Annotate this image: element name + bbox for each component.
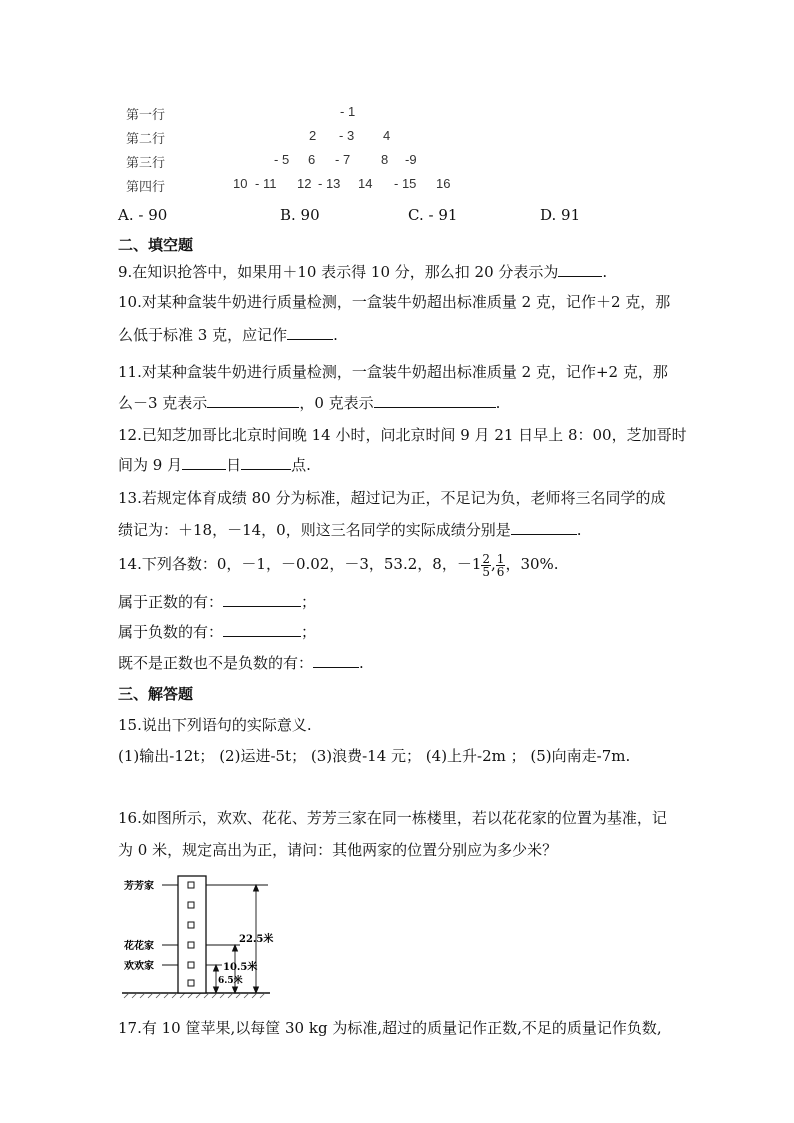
period: .: [359, 654, 364, 672]
triangle-number: 8: [381, 152, 389, 167]
question-16-line1: 16.如图所示，欢欢、花花、芳芳三家在同一栋楼里，若以花花家的位置为基准，记: [118, 809, 667, 827]
answer-blank[interactable]: [287, 325, 333, 340]
question-11-line1: 11.对某种盒装牛奶进行质量检测，一盒装牛奶超出标准质量 2 克，记作+2 克，那: [118, 363, 668, 381]
triangle-number: - 15: [394, 176, 417, 191]
question-text: ，30%.: [505, 555, 559, 573]
q14-negative: [118, 622, 316, 642]
row-label: 第四行: [126, 179, 166, 194]
question-12-line1: 12.已知芝加哥比北京时间晚 14 小时，问北京时间 9 月 21 日早上 8：00，芝加哥时: [118, 426, 687, 444]
option-a: A. - 90: [118, 206, 168, 224]
answer-blank[interactable]: [223, 622, 301, 637]
period: .: [602, 263, 608, 281]
label-huanhuan: 欢欢家: [124, 961, 154, 972]
question-16-line2: 为 0 米，规定高出为正，请问：其他两家的位置分别应为多少米？: [118, 841, 558, 859]
question-11-line2: [118, 393, 500, 413]
answer-blank[interactable]: [241, 455, 291, 470]
question-15-line1: 15.说出下列语句的实际意义.: [118, 716, 312, 734]
triangle-number: - 11: [255, 176, 277, 191]
label-fangfang: 芳芳家: [124, 881, 154, 892]
answer-blank[interactable]: [558, 262, 602, 277]
label-huahua: 花花家: [124, 941, 154, 952]
distance-10-5: 10.5米: [223, 962, 258, 973]
question-10-line1: 10.对某种盒装牛奶进行质量检测，一盒装牛奶超出标准质量 2 克，记作＋2 克，那: [118, 293, 671, 311]
question-13-line2: [118, 520, 582, 540]
q14-positive: [118, 592, 316, 612]
answer-blank[interactable]: [374, 393, 496, 408]
option-d: D. 91: [540, 206, 581, 224]
answer-options: [118, 205, 718, 225]
answer-blank[interactable]: [223, 592, 301, 607]
row-label: 第一行: [126, 107, 166, 122]
fraction-two-fifths: [481, 553, 491, 578]
question-17-line1: 17.有 10 筐苹果,以每筐 30 kg 为标准,超过的质量记作正数,不足的质量记作负数,: [118, 1019, 662, 1037]
period: .: [333, 326, 338, 344]
triangle-number: - 5: [274, 152, 290, 167]
question-12-line2: [118, 455, 311, 475]
section-heading-fill-in: 二、填空题: [118, 236, 194, 254]
distance-6-5: 6.5米: [218, 976, 243, 986]
question-text: 间为 9 月: [118, 456, 183, 474]
triangle-number: 6: [308, 152, 316, 167]
row-label: 第二行: [126, 131, 166, 146]
question-text: 14.下列各数：0，－1，－0.02，－3，53.2，8，－1: [118, 555, 482, 573]
option-c: C. - 91: [408, 206, 458, 224]
q14-neither: [118, 653, 364, 673]
semicolon: ；: [301, 623, 317, 641]
question-text: 9.在知识抢答中，如果用＋10 表示得 10 分，那么扣 20 分表示为: [118, 263, 559, 281]
question-text: 日: [226, 456, 242, 474]
numerator: 2: [482, 551, 491, 566]
period: .: [495, 394, 501, 412]
prompt-label: 属于负数的有：: [118, 623, 224, 641]
building: [178, 876, 206, 993]
question-14: [118, 551, 559, 578]
semicolon: ；: [301, 593, 317, 611]
triangle-number: 14: [358, 176, 373, 191]
answer-blank[interactable]: [207, 393, 299, 408]
triangle-number: 10: [233, 176, 248, 191]
triangle-number: - 7: [335, 152, 351, 167]
question-text: 点.: [291, 456, 311, 474]
prompt-label: 既不是正数也不是负数的有：: [118, 654, 314, 672]
question-text: ，0 克表示: [299, 394, 374, 412]
period: .: [576, 521, 582, 539]
answer-blank[interactable]: [511, 520, 577, 535]
denominator: 6: [496, 564, 505, 579]
option-b: B. 90: [280, 206, 320, 224]
triangle-number: - 13: [318, 176, 341, 191]
prompt-label: 属于正数的有：: [118, 593, 224, 611]
answer-blank[interactable]: [182, 455, 226, 470]
question-13-line1: 13.若规定体育成绩 80 分为标准，超过记为正，不足记为负，老师将三名同学的成: [118, 489, 666, 507]
question-text: 绩记为：＋18，－14，0，则这三名同学的实际成绩分别是: [118, 521, 511, 539]
triangle-number: - 1: [340, 104, 356, 119]
fraction-one-sixth: [496, 553, 506, 578]
distance-22-5: 22.5米: [239, 934, 274, 945]
answer-blank[interactable]: [313, 653, 359, 668]
row-label: 第三行: [126, 155, 166, 170]
question-9: [118, 262, 607, 282]
question-10-line2: [118, 325, 338, 345]
triangle-number: 2: [309, 128, 317, 143]
section-heading-solve: 三、解答题: [118, 685, 194, 703]
question-15-line2: (1)输出-12t； (2)运进-5t； (3)浪费-14 元； (4)上升-2m ； (5)向南走-7m.: [118, 747, 631, 765]
numerator: 1: [496, 551, 505, 566]
denominator: 5: [482, 564, 491, 579]
triangle-number: - 3: [339, 128, 355, 143]
triangle-number: 16: [436, 176, 451, 191]
building-figure: [118, 872, 274, 1000]
triangle-number: 12: [297, 176, 312, 191]
question-text: 么－3 克表示: [118, 394, 208, 412]
triangle-number: -9: [405, 152, 417, 167]
question-text: 么低于标准 3 克，应记作: [118, 326, 288, 344]
triangle-number: 4: [383, 128, 391, 143]
comma: ,: [491, 555, 496, 573]
